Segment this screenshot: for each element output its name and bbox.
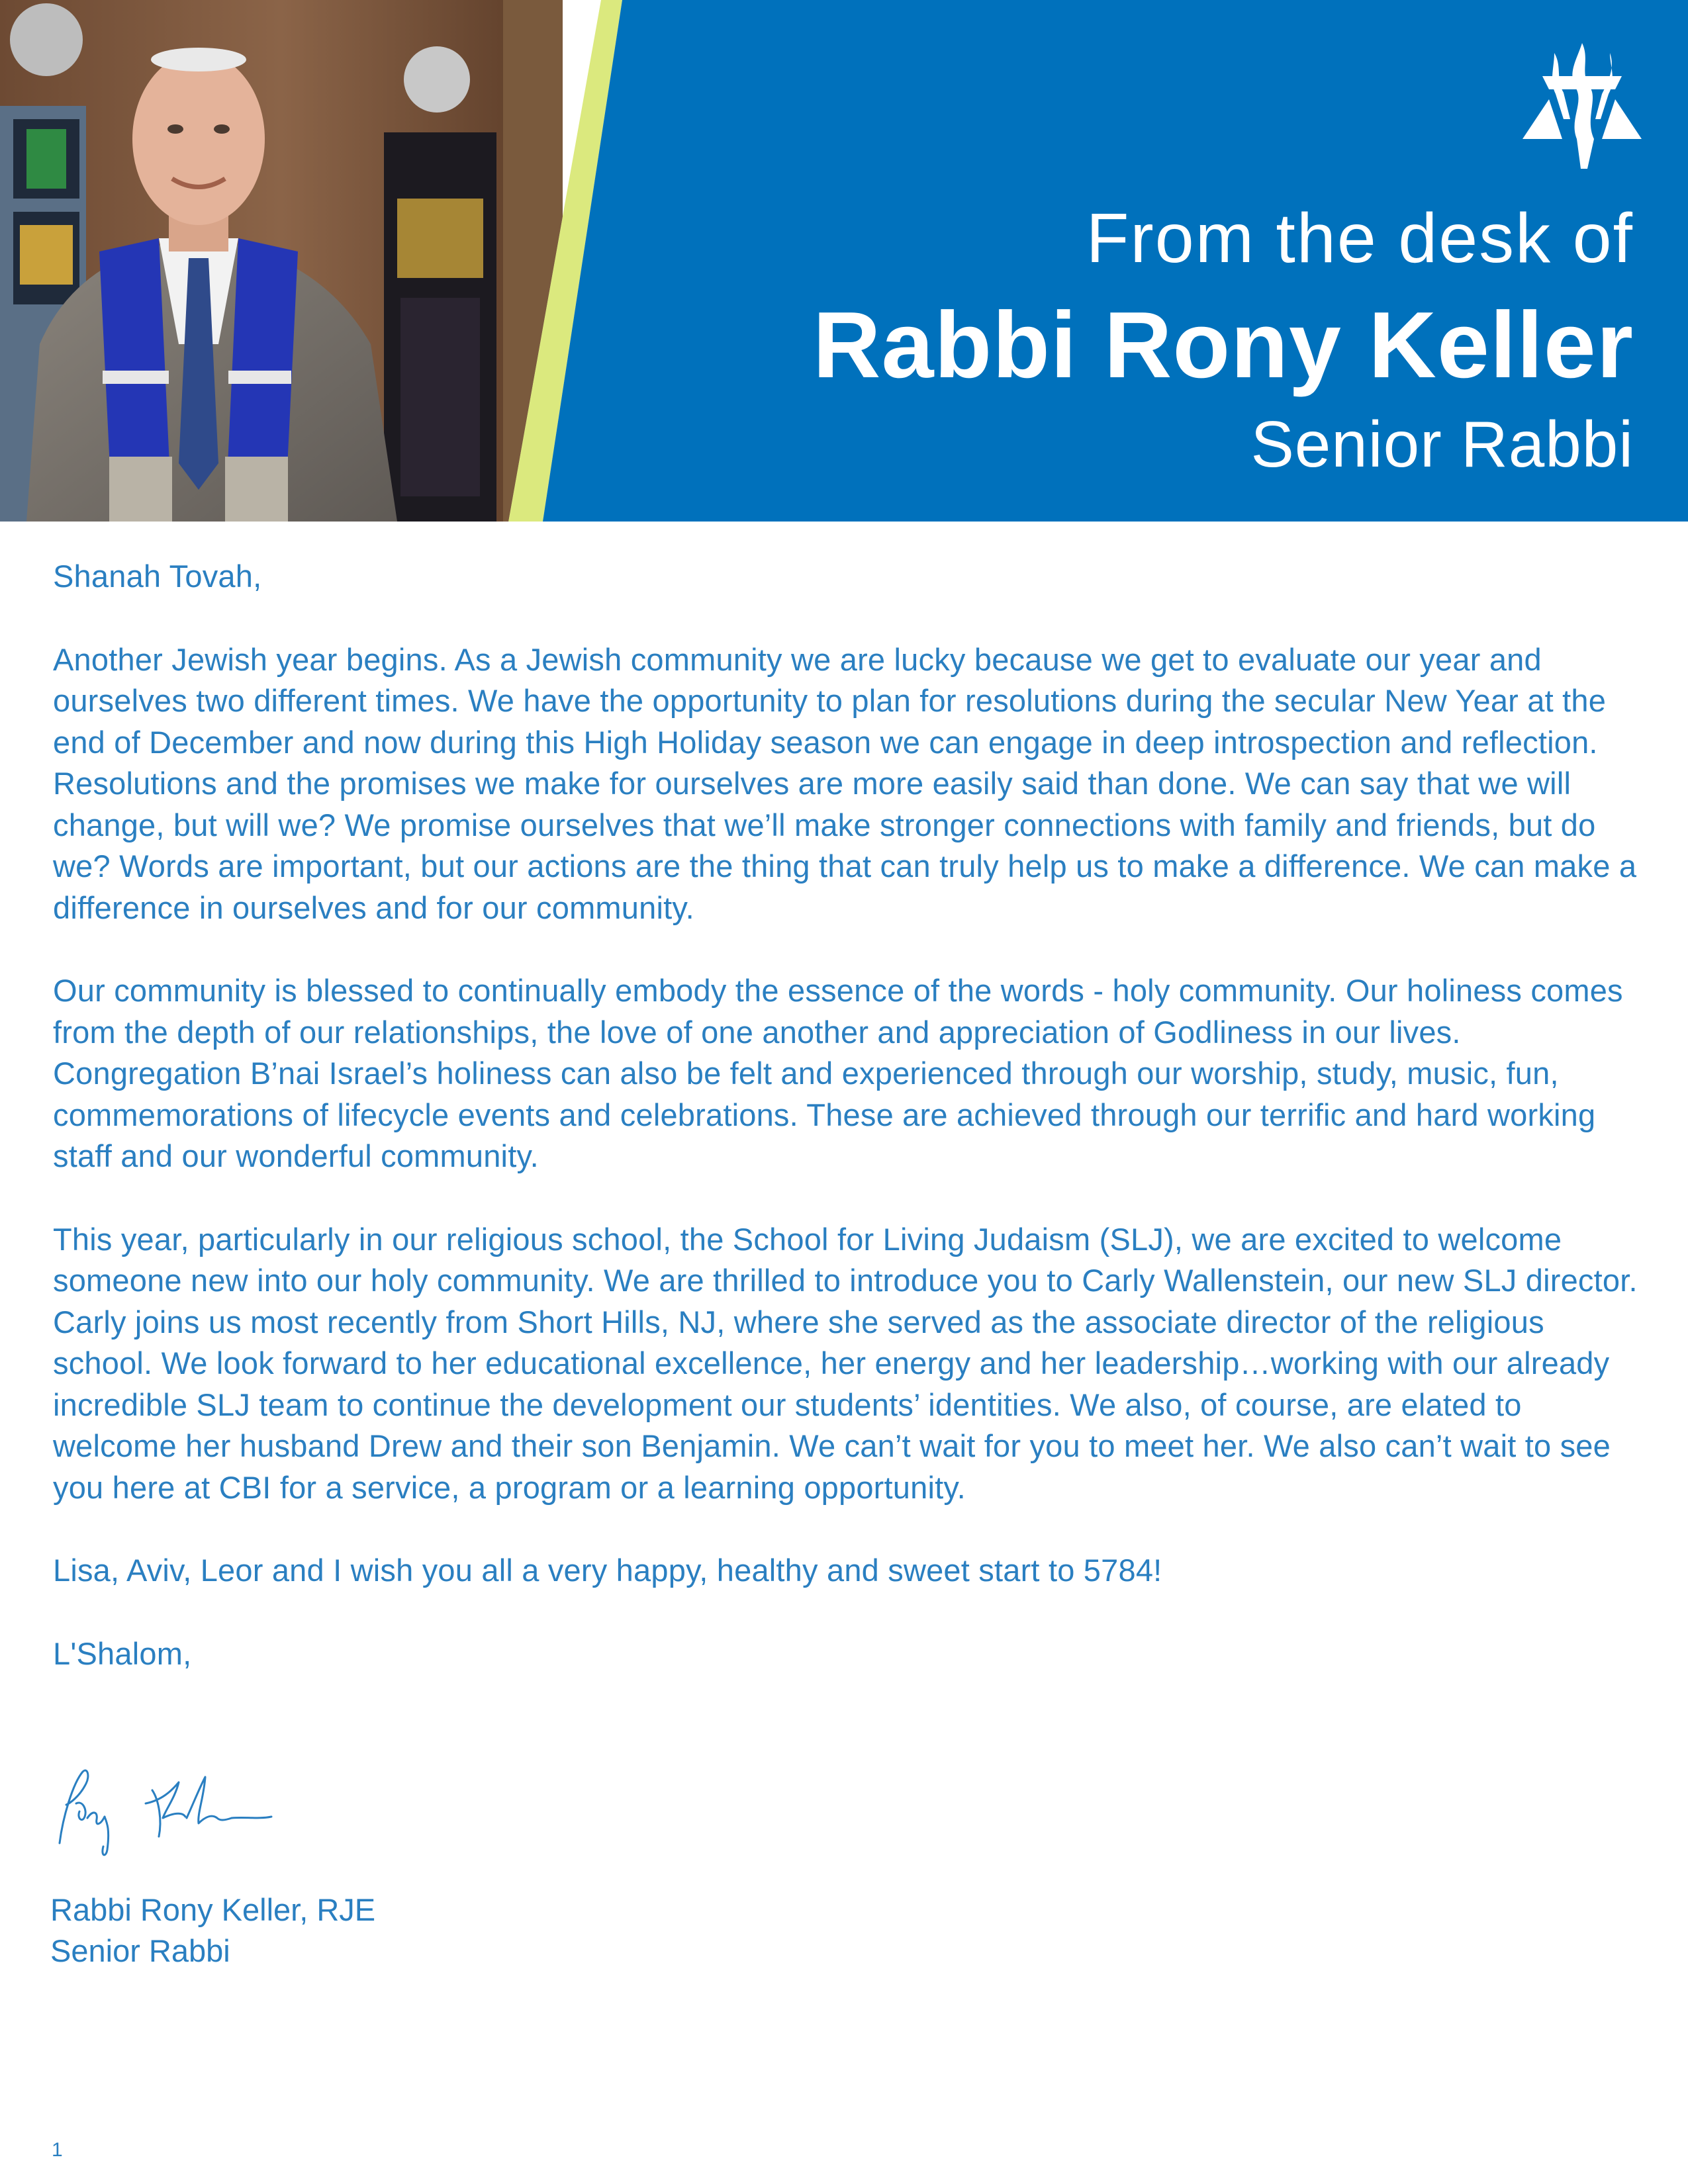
letter-body bbox=[53, 556, 1642, 1716]
signoff-name: Rabbi Rony Keller, RJE bbox=[50, 1892, 376, 1927]
letterhead-header bbox=[0, 0, 1688, 522]
paragraph: Another Jewish year begins. As a Jewish community we are lucky because we get to evaluate our year and ourselves two different times. We have the opportunity to plan for resolutions during the secular New Year at the end of December and now during this High Holiday season we can engage in deep introspection and reflection. Resolutions and the promises we make for ourselves are more easily said than done. We can say that we will change, but will we? We promise ourselves that we’ll make stronger connections with family and friends, but do we? Words are important, but our actions are the thing that can truly help us to make a difference. We can make a difference in ourselves and for our community. bbox=[53, 641, 1637, 925]
handwritten-signature bbox=[46, 1764, 285, 1863]
congregation-logo-icon bbox=[1516, 40, 1648, 172]
closing: L'Shalom, bbox=[53, 1635, 192, 1671]
header-rabbi-name: Rabbi Rony Keller bbox=[812, 293, 1634, 398]
paragraph: Lisa, Aviv, Leor and I wish you all a very happy, healthy and sweet start to 5784! bbox=[53, 1553, 1162, 1588]
signoff-block bbox=[50, 1889, 375, 1972]
header-from-text: From the desk of bbox=[1086, 199, 1634, 277]
paragraph: Our community is blessed to continually embody the essence of the words - holy community. Our holiness comes from the depth of our relationships, the love of one another and appreciation of Godliness in our lives. Congregation B’nai Israel’s holiness can also be felt and experienced through our worship, study, music, fun, commemorations of lifecycle events and celebrations. These are achieved through our terrific and hard working staff and our wonderful community. bbox=[53, 973, 1623, 1173]
header-rabbi-role: Senior Rabbi bbox=[1250, 408, 1634, 480]
page-number: 1 bbox=[52, 2139, 63, 2161]
signoff-title: Senior Rabbi bbox=[50, 1933, 230, 1968]
salutation: Shanah Tovah, bbox=[53, 559, 262, 594]
rabbi-photo bbox=[0, 0, 563, 522]
paragraph: This year, particularly in our religious school, the School for Living Judaism (SLJ), we are excited to welcome someone new into our holy community. We are thrilled to introduce you to Carly Wallenstein, our new SLJ director. Carly joins us most recently from Short Hills, NJ, where she served as the associate director of the religious school. We look forward to her educational excellence, her energy and her leadership…working with our already incredible SLJ team to continue the development our students’ identities. We also, of course, are elated to welcome her husband Drew and their son Benjamin. We can’t wait for you to meet her. We also can’t wait to see you here at CBI for a service, a program or a learning opportunity. bbox=[53, 1221, 1638, 1505]
